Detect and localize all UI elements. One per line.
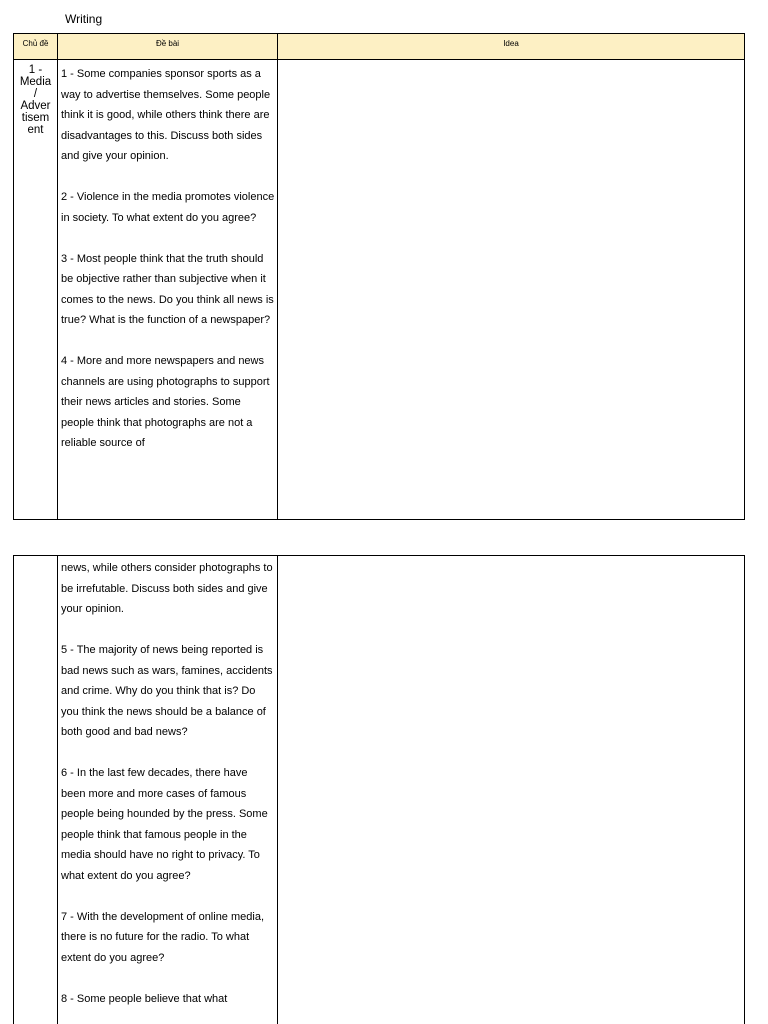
prompt-text: 1 - Some companies sponsor sports as a way to advertise themselves. Some people think it is good, while others think there are disadvantages to this. Discuss both sides and give your opinion. — [61, 68, 271, 162]
header-topic: Chủ đề — [22, 39, 49, 48]
topic-cell — [14, 64, 57, 136]
prompt-text: 5 - The majority of news being reported is bad news such as wars, famines, accidents and crime. Why do you think that is? Do you think the news should be a balance of both good and bad news? — [61, 644, 273, 738]
header-idea: Idea — [503, 39, 519, 48]
topic-line: tisem — [21, 112, 50, 124]
writing-topics-table — [13, 33, 745, 520]
topic-line: / — [33, 88, 38, 100]
prompt-text: 8 - Some people believe that what — [61, 992, 228, 1005]
topic-line: Media — [19, 76, 52, 88]
topic-line: 1 - — [28, 64, 43, 76]
column-divider — [277, 34, 278, 519]
column-divider — [57, 556, 58, 1024]
writing-topics-table-continued — [13, 555, 745, 1024]
prompt-text: 6 - In the last few decades, there have been more and more cases of famous people being hounded by the press. Some people think that famous people in the media should have no right to privacy. To what extent do you agree? — [61, 767, 268, 882]
header-prompt: Đề bài — [155, 39, 180, 48]
topic-line: ent — [27, 124, 44, 136]
prompt-text: 7 - With the development of online media, there is no future for the radio. To what extent do you agree? — [61, 910, 265, 964]
prompt-text: 2 - Violence in the media promotes violence in society. To what extent do you agree? — [61, 191, 275, 224]
prompt-cell — [61, 558, 275, 1009]
prompt-text: news, while others consider photographs to be irrefutable. Discuss both sides and give your opinion. — [61, 562, 273, 615]
prompt-cell — [61, 64, 275, 454]
column-divider — [277, 556, 278, 1024]
prompt-text: 4 - More and more newspapers and news channels are using photographs to support their news articles and stories. Some people think that photographs are not a reliable source of — [61, 355, 270, 449]
document-title: Writing — [65, 12, 103, 26]
table-header-row — [14, 34, 744, 60]
column-divider — [57, 34, 58, 519]
topic-line: Adver — [20, 100, 51, 112]
prompt-text: 3 - Most people think that the truth should be objective rather than subjective when it comes to the news. Do you think all news is true? What is the function of a newspaper? — [61, 252, 274, 326]
